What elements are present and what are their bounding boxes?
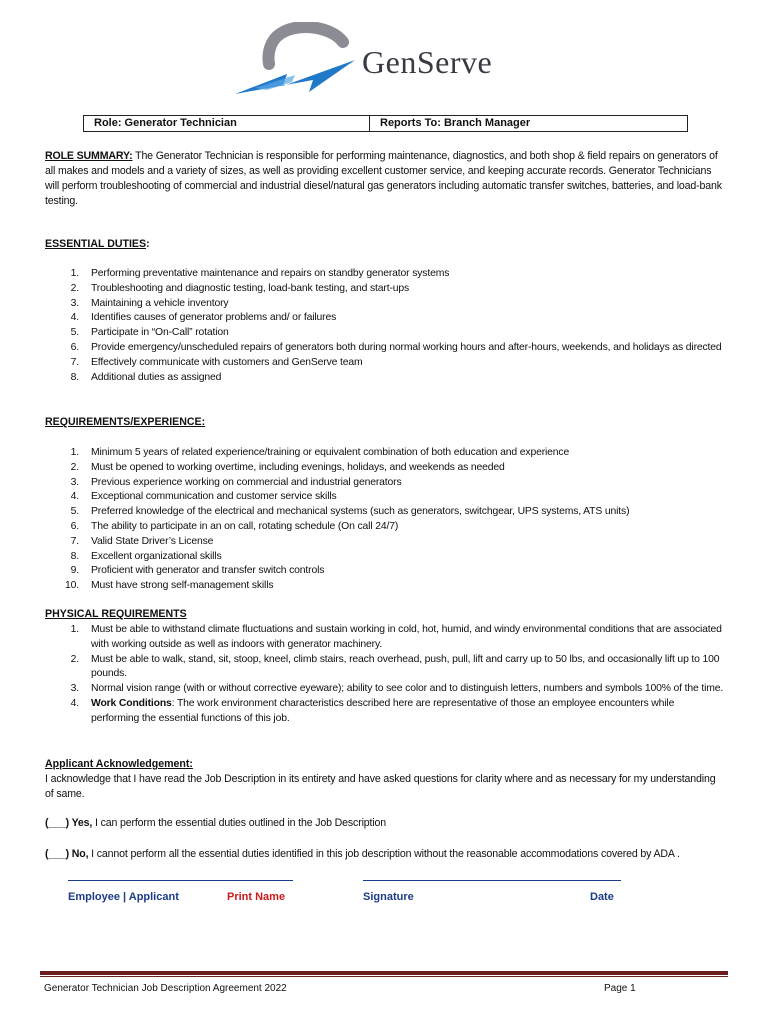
- role-cell: Role: Generator Technician: [84, 116, 370, 131]
- yes-option-text: I can perform the essential duties outlined in the Job Description: [92, 817, 387, 829]
- acknowledgement-heading: Applicant Acknowledgement:: [45, 758, 193, 770]
- essential-duties-label: ESSENTIAL DUTIES: [45, 238, 147, 250]
- requirements-heading: REQUIREMENTS/EXPERIENCE:: [45, 416, 206, 428]
- print-name-label: Print Name: [227, 891, 286, 903]
- list-item: 3. Previous experience working on commercial and industrial generators: [70, 476, 402, 488]
- page-number: Page 1: [604, 983, 636, 994]
- list-item: 8. Additional duties as assigned: [70, 371, 222, 383]
- list-item: 9. Proficient with generator and transfer switch controls: [70, 565, 325, 577]
- role-summary: [45, 149, 725, 209]
- role-summary-label: ROLE SUMMARY:: [45, 150, 133, 162]
- physical-requirements-heading: PHYSICAL REQUIREMENTS: [45, 608, 187, 620]
- list-item: 6. Provide emergency/unscheduled repairs of generators both during normal working hours and after-hours, weekends, and holidays as directed: [70, 341, 722, 353]
- acknowledgement-yes: [45, 816, 725, 831]
- list-item: 2. Must be opened to working overtime, including evenings, holidays, and weekends as needed: [70, 461, 505, 473]
- list-item: 1. Performing preventative maintenance and repairs on standby generator systems: [70, 268, 450, 279]
- employee-signature-line[interactable]: [68, 880, 293, 881]
- footer-rule: [40, 971, 728, 975]
- list-item: 5. Preferred knowledge of the electrical and mechanical systems (such as generators, switchgear, UPS systems, ATS units): [70, 506, 630, 518]
- reports-to-cell: Reports To: Branch Manager: [380, 117, 531, 129]
- date-label: Date: [590, 891, 614, 903]
- list-item: 6. The ability to participate in an on call, rotating schedule (On call 24/7): [70, 520, 399, 532]
- employee-applicant-label: Employee | Applicant: [68, 891, 179, 903]
- list-item: 3. Maintaining a vehicle inventory: [70, 297, 229, 309]
- role-summary-text: The Generator Technician is responsible for performing maintenance, diagnostics, and both shop & field repairs on generators of all makes and models and a variety of sizes, as well as providing excellent customer service, and keeping accurate records. Generator Technicians will perform troubleshooting of commercial and industrial diesel/natural gas generators including automatic transfer switches, batteries, and load-bank testing.: [45, 150, 722, 207]
- list-item: 8. Excellent organizational skills: [70, 550, 222, 562]
- genserve-lightning-g-logo-icon: [235, 22, 365, 102]
- list-item: 7. Effectively communicate with customers and GenServe team: [70, 356, 363, 368]
- list-item: 4. Exceptional communication and customer service skills: [70, 491, 337, 503]
- signature-date-line[interactable]: [363, 880, 621, 881]
- list-item: 2. Must be able to walk, stand, sit, stoop, kneel, climb stairs, reach overhead, push, pull, lift and carry up to 50 lbs, and occasionally lift up to 100 pounds.: [70, 653, 720, 680]
- no-checkbox-label[interactable]: (___) No,: [45, 848, 89, 860]
- requirements-list: [45, 446, 725, 594]
- brand-name: GenServe: [362, 44, 493, 80]
- role-table: [83, 115, 688, 132]
- acknowledgement-no: [45, 847, 725, 862]
- list-item: 4. Work Conditions: The work environment characteristics described here are representative of those an employee encounters while performing the essential functions of this job.: [70, 697, 675, 724]
- list-item: 1. Minimum 5 years of related experience/training or equivalent combination of both education and experience: [70, 447, 570, 458]
- essential-duties-heading: [45, 238, 150, 250]
- physical-requirements-list: [45, 623, 725, 727]
- genserve-logo: [235, 22, 535, 102]
- signature-label: Signature: [363, 891, 414, 903]
- list-item: 5. Participate in “On-Call” rotation: [70, 327, 229, 339]
- list-item: 2. Troubleshooting and diagnostic testing, load-bank testing, and start-ups: [70, 282, 410, 294]
- footer-title: Generator Technician Job Description Agreement 2022: [44, 983, 287, 994]
- list-item: 4. Identifies causes of generator problems and/ or failures: [70, 312, 337, 324]
- list-item: 10. Must have strong self-management skills: [65, 580, 274, 592]
- list-item: 1. Must be able to withstand climate fluctuations and sustain working in cold, hot, humid, and windy environmental conditions that are associated with working outside as well as indoors with generator machinery.: [70, 624, 722, 650]
- essential-duties-list: [45, 267, 725, 385]
- list-item: 3. Normal vision range (with or without corrective eyeware); ability to see color and to distinguish letters, numbers and symbols 100% of the time.: [70, 683, 724, 695]
- essential-duties-colon: :: [146, 238, 150, 250]
- list-item: 7. Valid State Driver’s License: [70, 535, 214, 547]
- work-conditions-label: Work Conditions: [91, 697, 172, 709]
- footer-rule-thin: [40, 976, 728, 977]
- acknowledgement-text: I acknowledge that I have read the Job Description in its entirety and have asked questions for clarity where and as necessary for my understanding of same.: [45, 773, 716, 800]
- no-option-text: I cannot perform all the essential duties identified in this job description without the reasonable accommodations covered by ADA .: [88, 848, 680, 860]
- yes-checkbox-label[interactable]: (___) Yes,: [45, 817, 93, 829]
